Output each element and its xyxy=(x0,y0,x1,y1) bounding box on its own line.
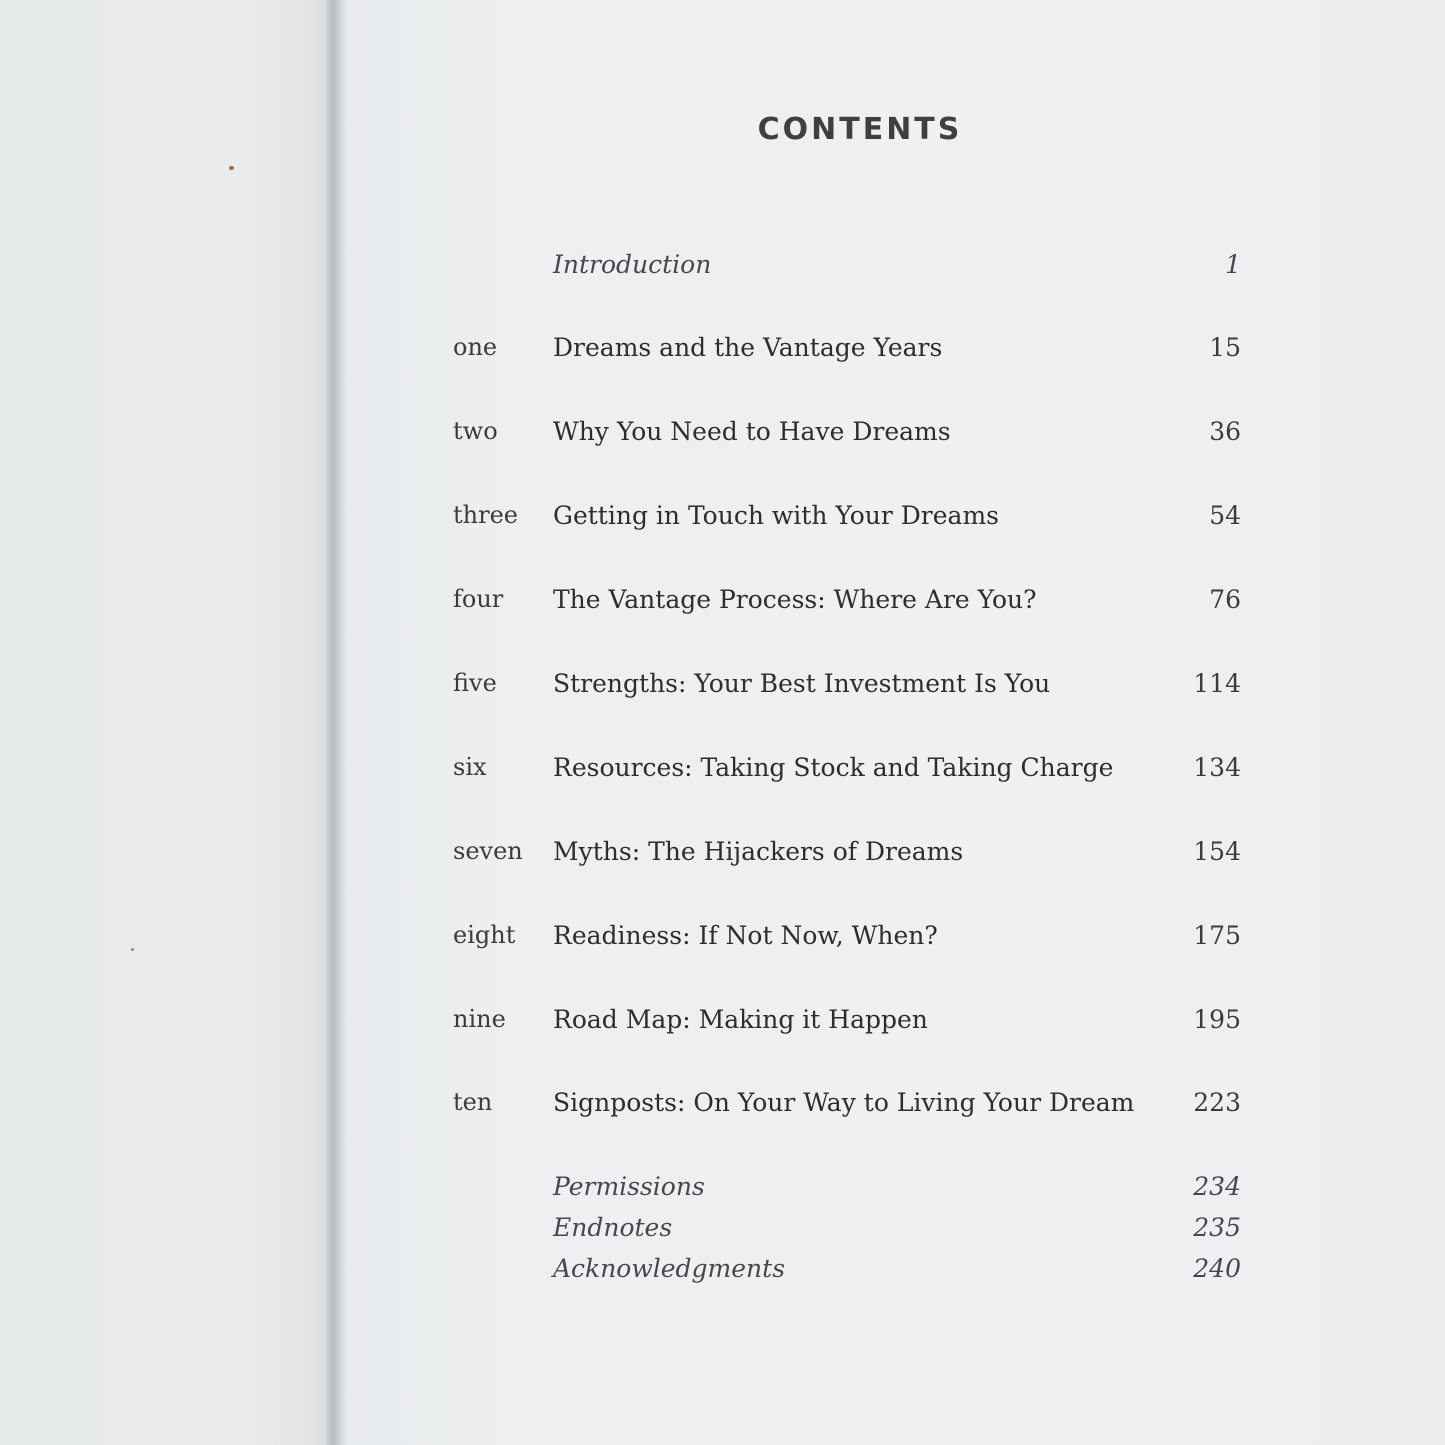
entry-page-number: 1 xyxy=(1225,250,1241,279)
chapter-title: Getting in Touch with Your Dreams xyxy=(553,501,999,530)
chapter-page-number: 195 xyxy=(1193,1005,1241,1034)
chapter-title: Signposts: On Your Way to Living Your Dream xyxy=(553,1088,1135,1117)
chapter-number: five xyxy=(453,669,497,697)
chapter-page-number: 54 xyxy=(1209,501,1241,530)
toc-entry-chapter xyxy=(0,837,1445,877)
chapter-number: ten xyxy=(453,1088,493,1116)
chapter-number: two xyxy=(453,417,498,445)
entry-title: Endnotes xyxy=(553,1213,673,1242)
toc-entry-chapter xyxy=(0,333,1445,373)
chapter-page-number: 15 xyxy=(1209,333,1241,362)
chapter-title: Strengths: Your Best Investment Is You xyxy=(553,669,1051,698)
toc-entry-endnotes xyxy=(0,1213,1445,1253)
toc-entry-chapter xyxy=(0,921,1445,961)
chapter-page-number: 114 xyxy=(1193,669,1241,698)
chapter-page-number: 223 xyxy=(1193,1088,1241,1117)
chapter-title: Resources: Taking Stock and Taking Charge xyxy=(553,753,1114,782)
toc-entry-chapter xyxy=(0,417,1445,457)
chapter-title: The Vantage Process: Where Are You? xyxy=(553,585,1037,614)
entry-page-number: 234 xyxy=(1193,1172,1241,1201)
toc-entry-chapter xyxy=(0,753,1445,793)
chapter-page-number: 76 xyxy=(1209,585,1241,614)
toc-entry-chapter xyxy=(0,1005,1445,1045)
toc-entry-permissions xyxy=(0,1172,1445,1212)
chapter-title: Road Map: Making it Happen xyxy=(553,1005,928,1034)
chapter-number: eight xyxy=(453,921,516,949)
entry-page-number: 235 xyxy=(1193,1213,1241,1242)
chapter-title: Myths: The Hijackers of Dreams xyxy=(553,837,964,866)
chapter-number: six xyxy=(453,753,487,781)
chapter-number: one xyxy=(453,333,498,361)
entry-title: Permissions xyxy=(553,1172,705,1201)
entry-title: Introduction xyxy=(553,250,712,279)
chapter-number: seven xyxy=(453,837,523,865)
toc-entry-introduction xyxy=(0,250,1445,290)
chapter-page-number: 134 xyxy=(1193,753,1241,782)
toc-entry-chapter xyxy=(0,585,1445,625)
chapter-number: nine xyxy=(453,1005,506,1033)
chapter-title: Dreams and the Vantage Years xyxy=(553,333,943,362)
toc-entry-acknowledgments xyxy=(0,1254,1445,1294)
toc-entry-chapter xyxy=(0,501,1445,541)
chapter-number: four xyxy=(453,585,504,613)
chapter-page-number: 154 xyxy=(1193,837,1241,866)
chapter-title: Readiness: If Not Now, When? xyxy=(553,921,938,950)
toc-entry-chapter xyxy=(0,669,1445,709)
entry-page-number: 240 xyxy=(1193,1254,1241,1283)
toc-entry-chapter xyxy=(0,1088,1445,1128)
entry-title: Acknowledgments xyxy=(553,1254,786,1283)
chapter-number: three xyxy=(453,501,518,529)
contents-heading: CONTENTS xyxy=(757,112,963,147)
chapter-title: Why You Need to Have Dreams xyxy=(553,417,951,446)
chapter-page-number: 175 xyxy=(1193,921,1241,950)
chapter-page-number: 36 xyxy=(1209,417,1241,446)
